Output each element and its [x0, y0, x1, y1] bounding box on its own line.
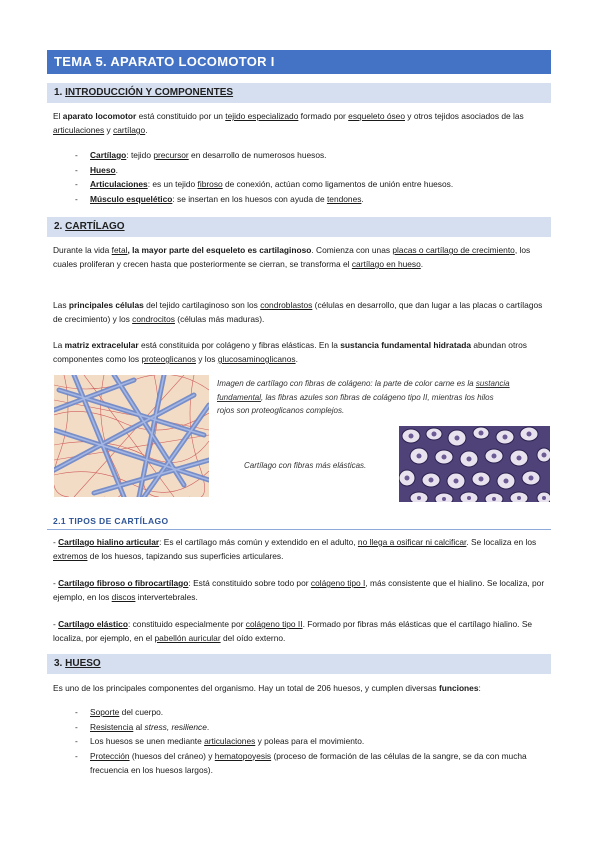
hyaline-cartilage-paragraph: - Cartílago hialino articular: Es el cartílago más común y extendido en el adulto, no llega a osificar ni calcificar. Se localiza en los extremos de los huesos, tapizando sus superficies articulares. [53, 537, 537, 561]
section-3-number: 3. [54, 658, 63, 669]
section-1-title: INTRODUCCIÓN Y COMPONENTES [65, 87, 234, 98]
list-item: - Músculo esquelético: se insertan en los huesos con ayuda de tendones. [75, 192, 545, 207]
section-1-header [47, 83, 551, 103]
page-title: TEMA 5. APARATO LOCOMOTOR I [47, 50, 551, 74]
fibrocartilage-paragraph: - Cartílago fibroso o fibrocartílago: Está constituido sobre todo por colágeno tipo I, más consistente que el hialino. Se localiza, por ejemplo, en los discos intervertebrales. [53, 578, 545, 602]
section-2-title: CARTÍLAGO [65, 221, 125, 232]
section-2-header [47, 217, 551, 237]
cartilage-paragraph-1: Durante la vida fetal, la mayor parte del esqueleto es cartilaginoso. Comienza con unas placas o cartílago de crecimiento, los cuales proliferan y crecen hasta que posteriormente se cierran, se transforma el cartílago en hueso. [53, 245, 531, 269]
elastic-cartilage-paragraph: - Cartílago elástico: constituido especialmente por colágeno tipo II. Formado por fibras más elásticas que el cartílago hialino. Se localiza, por ejemplo, en el pabellón auricular del oído externo. [53, 619, 533, 643]
list-item: - Soporte del cuerpo. [75, 705, 545, 720]
section-1-number: 1. [54, 87, 63, 98]
collagen-image-caption: Imagen de cartílago con fibras de colágeno: la parte de color carne es la sustancia fundamental, las fibras azules son fibras de colágeno tipo II, mientras los hilos rojos son proteoglicanos complejos. [217, 379, 510, 415]
collagen-fibers-image [54, 375, 209, 497]
subsection-2-1-title: 2.1 TIPOS DE CARTÍLAGO [47, 516, 551, 530]
components-list [75, 148, 545, 206]
cartilage-paragraph-2: Las principales células del tejido cartilaginoso son los condroblastos (células en desarrollo, que dan lugar a las placas o cartílagos de crecimiento) y los condrocitos (células más maduras). [53, 300, 543, 324]
bone-functions-list [75, 705, 545, 778]
list-item: - Cartílago: tejido precursor en desarrollo de numerosos huesos. [75, 148, 545, 163]
section-3-title: HUESO [65, 658, 101, 669]
list-item: - Articulaciones: es un tejido fibroso de conexión, actúan como ligamentos de unión entre huesos. [75, 177, 545, 192]
list-item: - Protección (huesos del cráneo) y hematopoyesis (proceso de formación de las células de la sangre, se da con mucha frecuencia en los huesos largos). [75, 749, 545, 778]
cartilage-paragraph-3: La matriz extracelular está constituida por colágeno y fibras elásticas. En la sustancia fundamental hidratada abundan otros componentes como los proteoglicanos y los glucosaminoglicanos. [53, 340, 527, 364]
section-1-intro: El aparato locomotor está constituido por un tejido especializado formado por esqueleto óseo y otros tejidos asociados de las articulaciones y cartílago. [53, 111, 524, 135]
list-item: - Los huesos se unen mediante articulaciones y poleas para el movimiento. [75, 734, 545, 749]
section-3-header [47, 654, 551, 674]
elastic-image-caption: Cartílago con fibras más elásticas. [244, 461, 367, 470]
bone-intro: Es uno de los principales componentes del organismo. Hay un total de 206 huesos, y cumplen diversas funciones: [53, 683, 481, 693]
list-item: - Hueso. [75, 163, 545, 178]
section-2-number: 2. [54, 221, 63, 232]
elastic-cartilage-image [399, 426, 550, 502]
list-item: - Resistencia al stress, resilience. [75, 720, 545, 735]
